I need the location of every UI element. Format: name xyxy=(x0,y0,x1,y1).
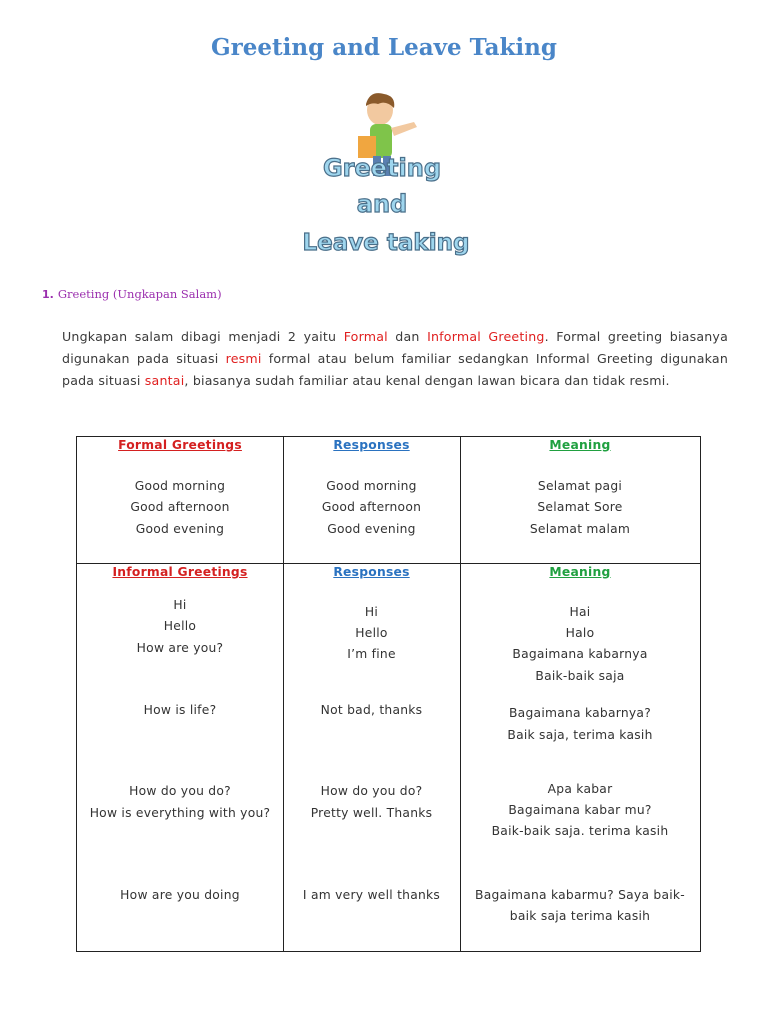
intro-highlight-formal: Formal xyxy=(343,329,388,344)
section-number: 1. xyxy=(42,288,54,301)
intro-paragraph xyxy=(62,326,728,392)
table-cell: Halo xyxy=(565,626,595,640)
table-cell: Bagaimana kabar mu? xyxy=(508,803,652,817)
header-responses: Responses xyxy=(333,565,410,579)
table-cell: Bagaimana kabarnya? xyxy=(509,706,651,720)
greeting-illustration xyxy=(286,92,490,262)
table-cell: Hi xyxy=(173,598,187,612)
intro-text-1: Ungkapan salam dibagi menjadi 2 yaitu xyxy=(62,329,344,344)
table-cell: baik saja terima kasih xyxy=(509,909,651,923)
table-cell: Selamat pagi xyxy=(537,479,623,493)
table-cell: Bagaimana kabarnya xyxy=(512,647,648,661)
table-cell: Baik-baik saja. terima kasih xyxy=(491,824,669,838)
table-cell: Bagaimana kabarmu? Saya baik- xyxy=(475,888,685,902)
table-cell: Hello xyxy=(355,626,388,640)
intro-text-2: dan xyxy=(387,329,428,344)
table-cell: Good evening xyxy=(327,522,416,536)
section-heading-text: Greeting (Ungkapan Salam) xyxy=(57,287,222,301)
table-cell: Selamat Sore xyxy=(537,500,623,514)
table-cell: Hi xyxy=(364,605,379,619)
table-cell: Good morning xyxy=(326,479,417,493)
table-column-divider xyxy=(283,437,284,951)
table-cell: Good morning xyxy=(134,479,226,493)
illustration-line3: Leave taking xyxy=(302,230,470,256)
table-cell: Good afternoon xyxy=(321,500,422,514)
table-cell: Hello xyxy=(163,619,197,633)
table-cell: Selamat malam xyxy=(529,522,631,536)
table-cell: Good afternoon xyxy=(130,500,230,514)
table-cell: I am very well thanks xyxy=(302,888,441,902)
table-cell: Not bad, thanks xyxy=(320,703,423,717)
header-meaning: Meaning xyxy=(549,438,611,452)
header-responses: Responses xyxy=(333,438,410,452)
table-cell: Pretty well. Thanks xyxy=(310,806,433,820)
intro-highlight-resmi: resmi xyxy=(225,351,262,366)
table-row-divider xyxy=(77,563,700,564)
intro-text-5: , biasanya sudah familiar atau kenal dengan lawan bicara dan tidak resmi. xyxy=(184,373,670,388)
intro-highlight-informal: Informal Greeting xyxy=(427,329,545,344)
table-cell: How do you do? xyxy=(320,784,423,798)
intro-text-4: formal atau belum familiar sedangkan Informal Greeting digunakan pada situasi xyxy=(62,351,729,388)
illustration-line2: and xyxy=(356,190,408,218)
table-cell: Apa kabar xyxy=(547,782,613,796)
greetings-table xyxy=(76,436,701,952)
table-cell: I’m fine xyxy=(347,647,396,661)
table-cell: How do you do? xyxy=(129,784,231,798)
intro-text-3: . Formal greeting biasanya digunakan pada situasi xyxy=(62,329,728,366)
table-cell: Hai xyxy=(569,605,591,619)
page-title: Greeting and Leave Taking xyxy=(211,34,557,61)
table-cell: Baik saja, terima kasih xyxy=(507,728,653,742)
header-informal-greetings: Informal Greetings xyxy=(112,565,248,579)
intro-highlight-santai: santai xyxy=(144,373,185,388)
table-cell: Good evening xyxy=(135,522,225,536)
illustration-line1: Greeting xyxy=(322,154,442,182)
table-cell: Baik-baik saja xyxy=(535,669,625,683)
table-cell: How are you doing xyxy=(120,888,240,902)
table-cell: How are you? xyxy=(136,641,224,655)
header-formal-greetings: Formal Greetings xyxy=(118,438,242,452)
table-column-divider xyxy=(460,437,461,951)
table-cell: How is everything with you? xyxy=(89,806,271,820)
table-cell: How is life? xyxy=(143,703,217,717)
section-heading xyxy=(42,287,222,301)
header-meaning: Meaning xyxy=(549,565,611,579)
